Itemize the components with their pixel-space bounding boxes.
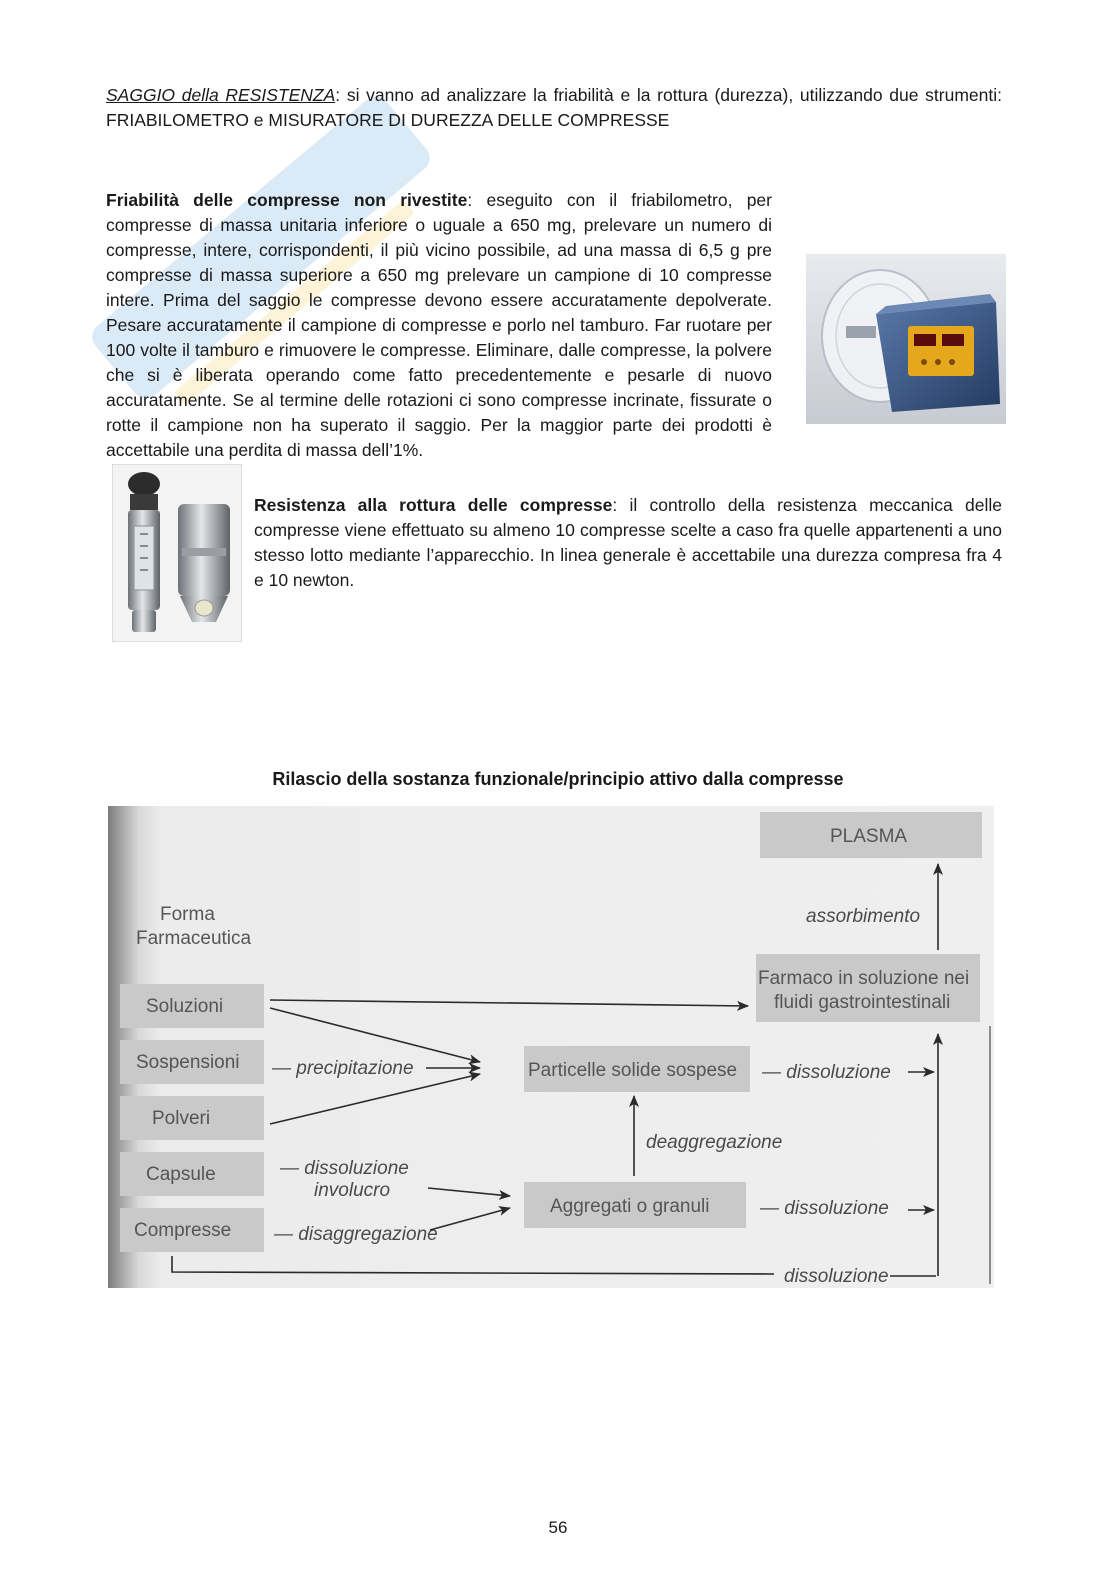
friability-text: : eseguito con il friabilometro, per compresse di massa unitaria inferiore o uguale a 650 mg, prelevare un numero di compresse, intere, corrispondenti, il più vicino possibile, ad una massa di 6,5 g pre compresse di massa superiore a 650 mg prelevare un campione di 10 compresse intere. Prima del saggio le compresse devono essere accuratamente depolverate. Pesare accuratamente il campione di compresse e porlo nel tamburo. Far ruotare per 100 volte il tamburo e rimuovere le compresse. Eliminare, dalle compresse, la polvere che si è liberata operando come fatto precedentemente e pesarle di nuovo accuratamente. Se al termine delle rotazioni ci sono compresse incrinate, fissurate o rotte il campione non ha superato il saggio. Per la maggior parte dei prodotti è accettabile una perdita di massa dell’1%. bbox=[106, 190, 772, 460]
hardness-tester-image bbox=[112, 464, 242, 642]
hardness-text: : il controllo della resistenza meccanica delle compresse viene effettuato su almeno 10 compresse scelte a caso fra quelle appartenenti a uno stesso lotto mediante l’apparecchio. In linea generale è accettabile una durezza compresa fra 4 e 10 newton. bbox=[254, 495, 1002, 590]
intro-paragraph bbox=[106, 83, 1002, 133]
section-title: Rilascio della sostanza funzionale/principio attivo dalla compresse bbox=[272, 769, 844, 789]
intro-text: : si vanno ad analizzare la friabilità e la rottura (durezza), utilizzando due strumenti: FRIABILOMETRO e MISURATORE DI DUREZZA DELLE COMPRESSE bbox=[106, 85, 1002, 130]
intro-heading: SAGGIO della RESISTENZA bbox=[106, 85, 336, 105]
label-particelle: Particelle solide sospese bbox=[528, 1060, 738, 1081]
label-dissoluzione-1: — dissoluzione bbox=[762, 1062, 891, 1083]
label-dissoluzione-3: dissoluzione bbox=[784, 1266, 889, 1287]
label-deaggregazione: deaggregazione bbox=[646, 1132, 783, 1153]
friability-heading: Friabilità delle compresse non rivestite bbox=[106, 190, 468, 210]
page-number: 56 bbox=[548, 1518, 568, 1537]
label-forma: Forma bbox=[160, 904, 215, 925]
label-disaggregazione: — disaggregazione bbox=[274, 1224, 438, 1245]
release-diagram bbox=[108, 806, 994, 1288]
label-precipitazione: — precipitazione bbox=[272, 1058, 414, 1079]
label-capsule: Capsule bbox=[146, 1164, 216, 1185]
label-farmaco-2: fluidi gastrointestinali bbox=[774, 992, 951, 1013]
label-soluzioni: Soluzioni bbox=[146, 996, 224, 1017]
label-dissoluzione-involucro-2: involucro bbox=[314, 1180, 391, 1201]
display-panel bbox=[908, 326, 974, 376]
label-compresse: Compresse bbox=[134, 1220, 232, 1241]
friabilometer-image bbox=[806, 254, 1006, 424]
hardness-paragraph bbox=[254, 493, 1002, 593]
label-aggregati: Aggregati o granuli bbox=[550, 1196, 710, 1217]
label-farmaco-1: Farmaco in soluzione nei bbox=[758, 968, 970, 989]
label-farmaceutica: Farmaceutica bbox=[136, 928, 252, 949]
label-polveri: Polveri bbox=[152, 1108, 211, 1129]
label-sospensioni: Sospensioni bbox=[136, 1052, 240, 1073]
label-dissoluzione-involucro-1: — dissoluzione bbox=[280, 1158, 409, 1179]
label-dissoluzione-2: — dissoluzione bbox=[760, 1198, 889, 1219]
label-assorbimento: assorbimento bbox=[806, 906, 921, 927]
hardness-heading: Resistenza alla rottura delle compresse bbox=[254, 495, 613, 515]
label-plasma: PLASMA bbox=[830, 826, 908, 847]
